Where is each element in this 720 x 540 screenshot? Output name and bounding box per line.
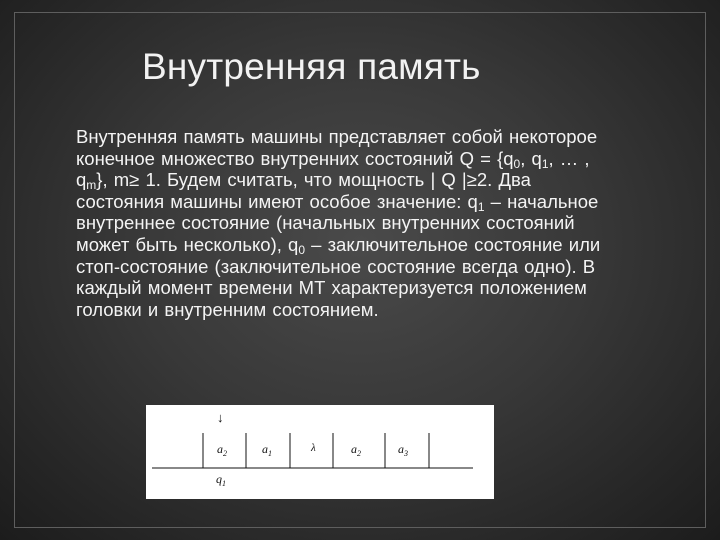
head-arrow-icon: ↓	[217, 410, 224, 425]
paragraph-part-3: , … , q	[76, 147, 590, 191]
tape-cell-2: $a_1$	[262, 442, 272, 458]
subscript-qm: m	[86, 178, 97, 193]
tape-cell-5: $a_3$	[398, 442, 408, 458]
subscript-q0: 0	[513, 156, 521, 171]
paragraph-part-5: – начальное внутреннее состояние (начальных внутренних состояний может быть несколько), q	[76, 190, 599, 255]
tape-cell-4: $a_2$	[351, 442, 361, 458]
subscript-q1: 1	[541, 156, 549, 171]
tape-cell-1: $a_2$	[217, 442, 227, 458]
subscript-q1-initial: 1	[477, 199, 485, 214]
machine-state-label: $q_1$	[216, 472, 226, 488]
slide-title: Внутренняя память	[142, 46, 481, 87]
paragraph-part-4: }, m≥ 1. Будем считать, что мощность | Q |≥2. Два состояния машины имеют особое значение: q	[76, 169, 531, 212]
subscript-q0-final: 0	[298, 242, 305, 257]
tape-diagram	[146, 405, 494, 499]
paragraph-part-1: Внутренняя память машины представляет собой некоторое конечное множество внутренних состояний Q = {q	[76, 126, 598, 169]
paragraph-part-2: , q	[520, 147, 542, 169]
tape-cell-3: λ	[311, 442, 316, 454]
paragraph-part-6: – заключительное состояние или стоп-состояние (заключительное состояние всегда одно). В каждый момент времени МТ характеризуется положением головки и внутренним состоянием.	[76, 233, 601, 320]
turing-tape-figure	[146, 405, 494, 499]
slide-body-paragraph	[76, 126, 616, 320]
